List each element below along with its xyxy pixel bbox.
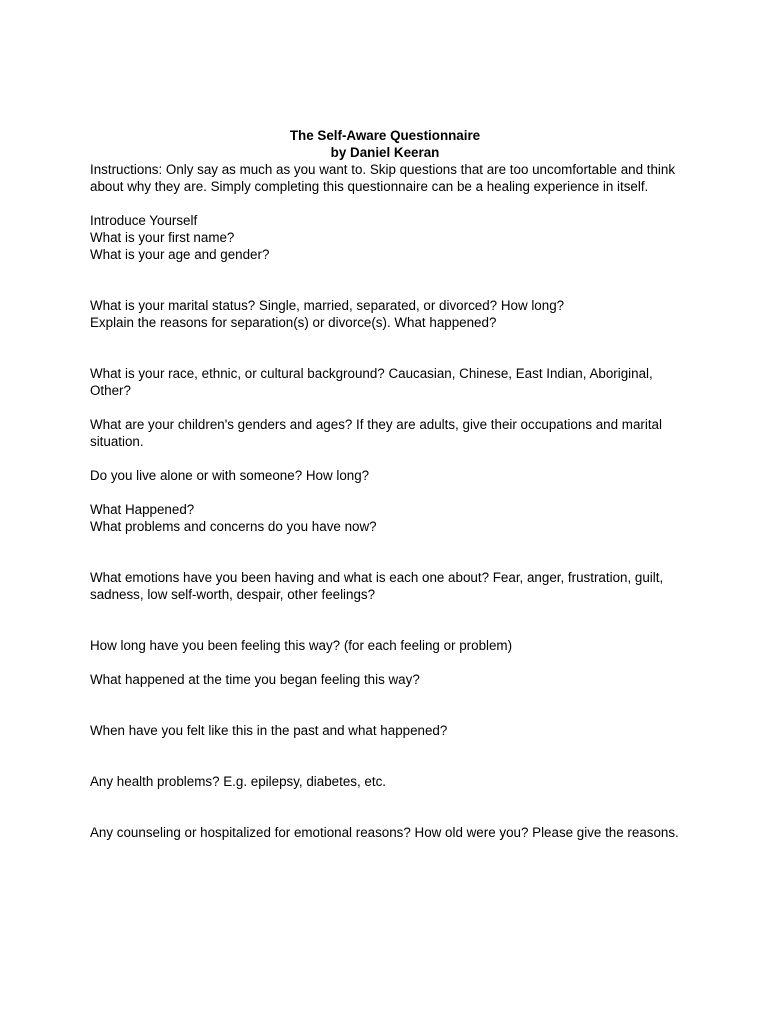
question-counseling: Any counseling or hospitalized for emotional reasons? How old were you? Please give the reasons. [90, 825, 679, 840]
spacer [90, 399, 680, 416]
question-began-feeling: What happened at the time you began feeling this way? [90, 672, 420, 687]
document-body [90, 127, 680, 841]
question-separation-reasons: Explain the reasons for separation(s) or divorce(s). What happened? [90, 315, 497, 330]
document-title: The Self-Aware Questionnaire [289, 128, 481, 143]
question-marital-status: What is your marital status? Single, married, separated, or divorced? How long? [90, 298, 565, 313]
question-how-long: How long have you been feeling this way? (for each feeling or problem) [90, 638, 513, 653]
spacer [90, 688, 680, 722]
spacer [90, 603, 680, 637]
question-past-feelings: When have you felt like this in the past and what happened? [90, 723, 448, 738]
question-health: Any health problems? E.g. epilepsy, diabetes, etc. [90, 774, 387, 789]
section-heading-introduce: Introduce Yourself [90, 213, 198, 228]
question-problems: What problems and concerns do you have now? [90, 519, 377, 534]
question-age-gender: What is your age and gender? [90, 247, 270, 262]
spacer [90, 450, 680, 467]
question-race-background: What is your race, ethnic, or cultural background? Caucasian, Chinese, East Indian, Aboriginal, Other? [90, 366, 653, 398]
question-first-name: What is your first name? [90, 230, 235, 245]
spacer [90, 331, 680, 365]
spacer [90, 484, 680, 501]
spacer [90, 654, 680, 671]
spacer [90, 263, 680, 297]
section-heading-what-happened: What Happened? [90, 502, 195, 517]
document-author: by Daniel Keeran [330, 145, 440, 160]
question-live-alone: Do you live alone or with someone? How long? [90, 468, 370, 483]
spacer [90, 739, 680, 773]
spacer [90, 195, 680, 212]
question-children: What are your children's genders and ages? If they are adults, give their occupations and marital situation. [90, 417, 662, 449]
spacer [90, 535, 680, 569]
spacer [90, 790, 680, 824]
instructions-text: Instructions: Only say as much as you want to. Skip questions that are too uncomfortable and think about why they are. Simply completing this questionnaire can be a healing experience in itself. [90, 162, 676, 194]
question-emotions: What emotions have you been having and what is each one about? Fear, anger, frustration, guilt, sadness, low self-worth, despair, other feelings? [90, 570, 664, 602]
